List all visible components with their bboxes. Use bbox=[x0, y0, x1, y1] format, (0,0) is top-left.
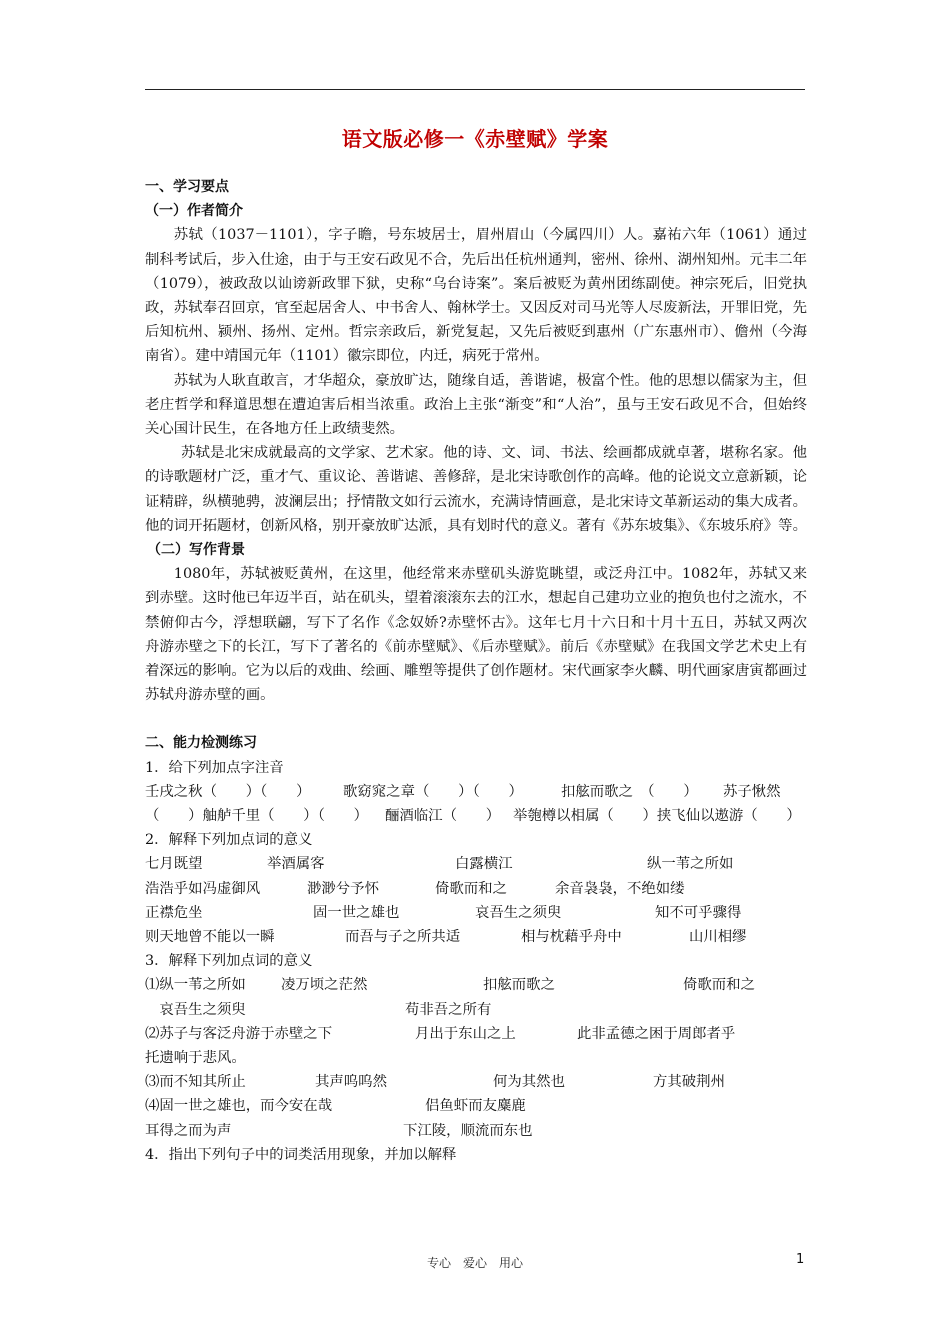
item: 固一世之雄也 bbox=[313, 904, 400, 921]
page-number: 1 bbox=[796, 1252, 805, 1267]
question-1-row bbox=[145, 780, 807, 804]
question-3-row bbox=[145, 1046, 807, 1070]
question-4-label: 4．指出下列句子中的词类活用现象，并加以解释 bbox=[145, 1146, 457, 1163]
question-3-row bbox=[145, 1094, 807, 1118]
item: 举匏樽以相属（ ）挟飞仙以遨游（ ） bbox=[513, 808, 801, 825]
item: ⑵苏子与客泛舟游于赤壁之下 bbox=[145, 1025, 333, 1042]
section-heading-1: 一、学习要点 bbox=[145, 179, 229, 195]
item: 此非孟德之困于周郎者乎 bbox=[577, 1025, 736, 1042]
item: 壬戌之秋（ ）（ ） bbox=[145, 783, 311, 800]
item: 而吾与子之所共适 bbox=[345, 929, 461, 946]
item: （ ）舳舻千里（ ）（ ） bbox=[145, 808, 369, 825]
item: 渺渺兮予怀 bbox=[307, 880, 379, 897]
question-3-label: 3．解释下列加点词的意义 bbox=[145, 953, 313, 970]
question-2-row bbox=[145, 877, 807, 901]
item: 白露横江 bbox=[455, 856, 513, 873]
document-body bbox=[145, 175, 807, 1167]
item: ⑶而不知其所止 bbox=[145, 1074, 246, 1091]
item: 凌万顷之茫然 bbox=[281, 977, 368, 994]
item: 酾酒临江（ ） bbox=[385, 808, 501, 825]
item: 歌窈窕之章（ ）（ ） bbox=[343, 783, 523, 800]
item: ⑷固一世之雄也，而今安在哉 bbox=[145, 1098, 333, 1115]
item: 浩浩乎如冯虚御风 bbox=[145, 880, 261, 897]
question-3-row bbox=[145, 973, 807, 997]
item: 哀吾生之须臾 bbox=[475, 904, 562, 921]
item: 则天地曾不能以一瞬 bbox=[145, 929, 275, 946]
item: 哀吾生之须臾 bbox=[145, 1001, 246, 1018]
question-2-label: 2．解释下列加点词的意义 bbox=[145, 832, 313, 849]
question-3-row bbox=[145, 1022, 807, 1046]
paragraph-author-2: 苏轼为人耿直敢言，才华超众，豪放旷达，随缘自适，善谐谑，极富个性。他的思想以儒家为主，但老庄哲学和释道思想在遭迫害后相当浓重。政治上主张“渐变”和“人治”，虽与王安石政见不合，但始终关心国计民生，在各地方任上政绩斐然。 bbox=[145, 372, 807, 438]
question-3-row bbox=[145, 998, 807, 1022]
item: 举酒属客 bbox=[267, 856, 325, 873]
item: 侣鱼虾而友麋鹿 bbox=[425, 1098, 526, 1115]
item: 苏子愀然 bbox=[723, 783, 781, 800]
item: 相与枕藉乎舟中 bbox=[521, 929, 622, 946]
page-title: 语文版必修一《赤壁赋》学案 bbox=[341, 127, 609, 151]
paragraph-background: 1080年，苏轼被贬黄州，在这里，他经常来赤壁矶头游览眺望，或泛舟江中。1082年，苏轼又来到赤壁。这时他已年迈半百，站在矶头，望着滚滚东去的江水，想起自己建功立业的抱负也付之流水，不禁俯仰古今，浮想联翩，写下了名作《念奴娇?赤壁怀古》。这年七月十六日和十月十五日，苏轼又两次舟游赤壁之下的长江，写下了著名的《前赤壁赋》、《后赤壁赋》。前后《赤壁赋》在我国文学艺术史上有着深远的影响。它为以后的戏曲、绘画、雕塑等提供了创作题材。宋代画家李火麟、明代画家唐寅都画过苏轼舟游赤壁的画。 bbox=[145, 566, 807, 704]
item: 扣舷而歌之 bbox=[483, 977, 555, 994]
question-1-label: 1．给下列加点字注音 bbox=[145, 759, 284, 776]
item: 倚歌而和之 bbox=[683, 977, 755, 994]
item: 何为其然也 bbox=[493, 1074, 565, 1091]
item: 余音袅袅，不绝如缕 bbox=[555, 880, 685, 897]
question-3-row bbox=[145, 1119, 807, 1143]
item: 其声呜呜然 bbox=[315, 1074, 387, 1091]
item: 山川相缪 bbox=[689, 929, 747, 946]
question-3-row bbox=[145, 1070, 807, 1094]
item: ⑴纵一苇之所如 bbox=[145, 977, 246, 994]
footer-motto: 专心 爱心 用心 bbox=[426, 1256, 523, 1270]
item: 正襟危坐 bbox=[145, 904, 203, 921]
paragraph-author-3: 苏轼是北宋成就最高的文学家、艺术家。他的诗、文、词、书法、绘画都成就卓著，堪称名家。他的诗歌题材广泛，重才气、重议论、善谐谑、善修辞，是北宋诗歌创作的高峰。他的论说文立意新颖，论证精辟，纵横驰骋，波澜层出；抒情散文如行云流水，充满诗情画意，是北宋诗文革新运动的集大成者。他的词开拓题材，创新风格，别开豪放旷达派，具有划时代的意义。著有《苏东坡集》、《东坡乐府》等。 bbox=[145, 445, 807, 534]
item: 托遗响于悲风。 bbox=[145, 1049, 246, 1066]
item: 知不可乎骤得 bbox=[655, 904, 742, 921]
item: 下江陵，顺流而东也 bbox=[403, 1122, 533, 1139]
item: 倚歌而和之 bbox=[435, 880, 507, 897]
question-2-row bbox=[145, 925, 807, 949]
item: 七月既望 bbox=[145, 856, 203, 873]
subsection-heading-background: （二）写作背景 bbox=[147, 542, 245, 559]
paragraph-author-1: 苏轼（1037－1101），字子瞻，号东坡居士，眉州眉山（今属四川）人。嘉祐六年（1061）通过制科考试后，步入仕途，由于与王安石政见不合，先后出任杭州通判，密州、徐州、湖州知州。元丰二年（1079），被政敌以讪谤新政罪下狱，史称“乌台诗案”。案后被贬为黄州团练副使。神宗死后，旧党执政，苏轼奉召回京，官至起居舍人、中书舍人、翰林学士。又因反对司马光等人尽废新法，开罪旧党，先后知杭州、颍州、扬州、定州。哲宗亲政后，新党复起，又先后被贬到惠州（广东惠州市）、儋州（今海南省）。建中靖国元年（1101）徽宗即位，内迁，病死于常州。 bbox=[145, 227, 807, 365]
question-1-row bbox=[145, 804, 807, 828]
question-2-row bbox=[145, 901, 807, 925]
subsection-heading-author: （一）作者简介 bbox=[145, 203, 243, 220]
item: 苟非吾之所有 bbox=[405, 1001, 492, 1018]
section-heading-2: 二、能力检测练习 bbox=[145, 735, 257, 752]
question-2-row bbox=[145, 852, 807, 876]
item: 耳得之而为声 bbox=[145, 1122, 232, 1139]
item: 扣舷而歌之 （ ） bbox=[561, 783, 698, 800]
item: 月出于东山之上 bbox=[415, 1025, 516, 1042]
item: 方其破荆州 bbox=[653, 1074, 725, 1091]
header-rule bbox=[145, 89, 805, 90]
item: 纵一苇之所如 bbox=[647, 856, 734, 873]
